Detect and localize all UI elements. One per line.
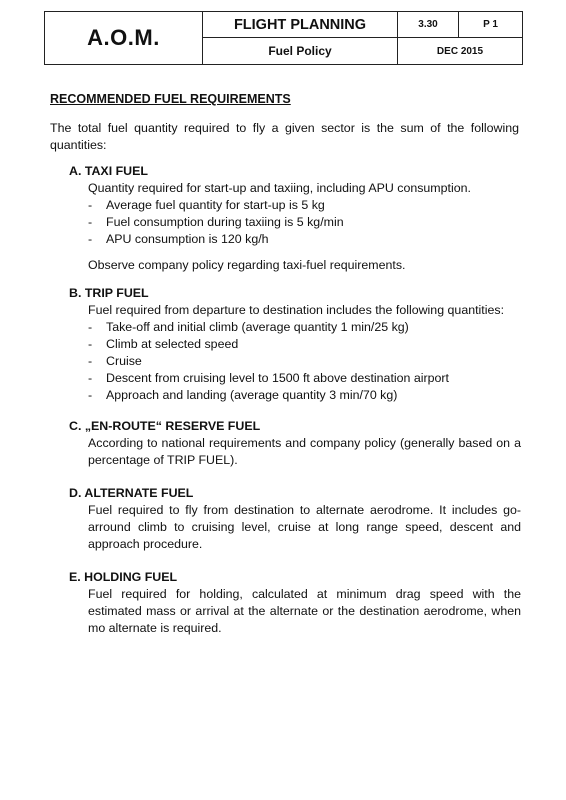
list-item: - Take-off and initial climb (average quantity 1 min/25 kg) [88, 319, 521, 336]
section-holding-fuel [69, 569, 521, 637]
section-heading: E. HOLDING FUEL [69, 570, 178, 584]
manual-title: A.O.M. [45, 12, 203, 64]
bullet-list [88, 319, 521, 404]
section-heading: A. TAXI FUEL [69, 164, 148, 178]
list-item: - Approach and landing (average quantity 3 min/70 kg) [88, 387, 521, 404]
list-item: - Cruise [88, 353, 521, 370]
section-number: 3.30 [398, 12, 459, 37]
list-item: - Fuel consumption during taxiing is 5 kg/min [88, 214, 521, 231]
list-item: - Average fuel quantity for start-up is 5 kg [88, 197, 521, 214]
section-body: Fuel required from departure to destination includes the following quantities: [88, 303, 505, 317]
revision-date: DEC 2015 [436, 45, 484, 57]
bullet-list [88, 197, 521, 248]
intro-paragraph: The total fuel quantity required to fly a given sector is the sum of the following quantities: [50, 121, 519, 152]
section-body: Quantity required for start-up and taxiing, including APU consumption. [88, 181, 471, 195]
section-note: Observe company policy regarding taxi-fuel requirements. [88, 258, 406, 272]
page-number: P 1 [483, 19, 498, 30]
section-body: Fuel required for holding, calculated at minimum drag speed with the estimated mass or arrival at the alternate or the destination aerodrome, when mo alternate is required. [88, 587, 521, 635]
list-item: - Climb at selected speed [88, 336, 521, 353]
section-enroute-reserve-fuel [69, 418, 521, 469]
chapter-title: FLIGHT PLANNING [203, 12, 397, 38]
section-body: According to national requirements and company policy (generally based on a percentage of TRIP FUEL). [88, 436, 521, 467]
section-heading: B. TRIP FUEL [69, 286, 149, 300]
section-trip-fuel [69, 285, 521, 404]
section-heading: C. „EN-ROUTE“ RESERVE FUEL [69, 419, 261, 433]
document-header [44, 11, 523, 65]
header-center [203, 12, 398, 64]
section-taxi-fuel [69, 163, 521, 274]
section-body: Fuel required to fly from destination to alternate aerodrome. It includes go-arround climb to cruising level, cruise at long range speed, descent and approach procedure. [88, 503, 521, 551]
subject-title: Fuel Policy [268, 44, 332, 58]
list-item: - Descent from cruising level to 1500 ft above destination airport [88, 370, 521, 387]
page-title: RECOMMENDED FUEL REQUIREMENTS [50, 92, 291, 106]
section-alternate-fuel [69, 485, 521, 553]
section-heading: D. ALTERNATE FUEL [69, 486, 194, 500]
list-item: - APU consumption is 120 kg/h [88, 231, 521, 248]
header-meta [398, 12, 522, 64]
